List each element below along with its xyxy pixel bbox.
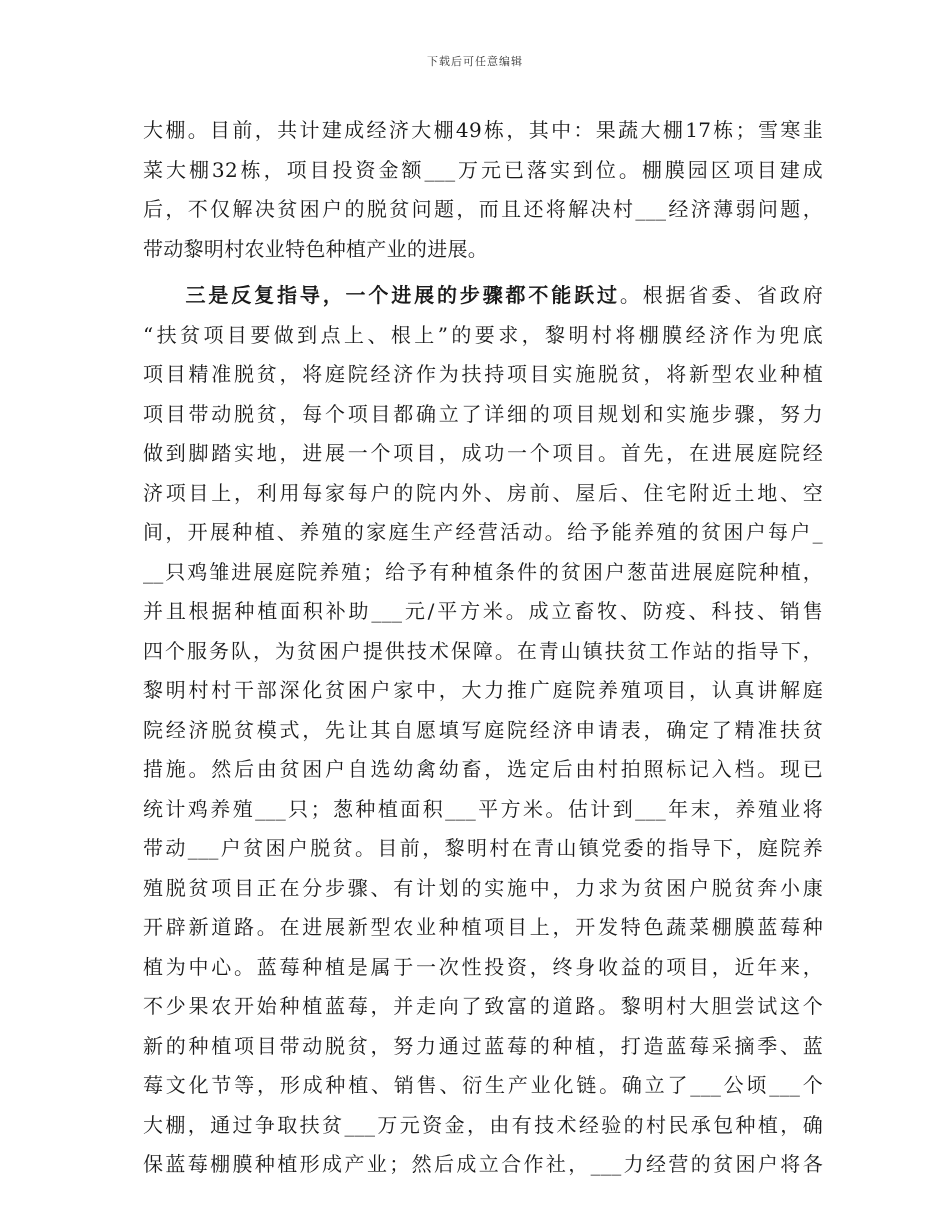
text-line: 做到脚踏实地，进展一个项目，成功一个项目。首先，在进展庭院经 [143,441,823,465]
text-line: 殖脱贫项目正在分步骤、有计划的实施中，力求为贫困户脱贫奔小康 [143,875,823,900]
text-line: “扶贫项目要做到点上、根上”的要求，黎明村将棚膜经济作为兜底 [143,322,823,347]
text-line: __只鸡雏进展庭院养殖；给予有种植条件的贫困户葱苗进展庭院种植， [143,559,823,584]
text-line: 济项目上，利用每家每户的院内外、房前、屋后、住宅附近土地、空 [143,480,823,505]
paragraph-2 [143,276,823,1185]
text-line-with-heading [143,276,823,316]
text-line: 措施。然后由贫困户自选幼禽幼畜，选定后由村拍照标记入档。现已 [143,757,823,781]
text-line: 菜大棚32栋，项目投资金额___万元已落实到位。棚膜园区项目建成 [143,157,823,182]
page-header: 下载后可任意编辑 [427,55,523,68]
text-line: 开辟新道路。在进展新型农业种植项目上，开发特色蔬菜棚膜蓝莓种 [143,915,823,939]
text-line: 保蓝莓棚膜种植形成产业；然后成立合作社，___力经营的贫困户将各 [143,1152,823,1176]
text-line: 统计鸡养殖___只；葱种植面积___平方米。估计到___年末，养殖业将 [143,796,823,821]
paragraph-1 [143,111,823,269]
text-line: 植为中心。蓝莓种植是属于一次性投资，终身收益的项目，近年来， [143,954,823,979]
text-line: 项目带动脱贫，每个项目都确立了详细的项目规划和实施步骤，努力 [143,401,823,426]
text-line-rest: 。根据省委、省政府 [619,283,823,307]
text-line: 项目精准脱贫，将庭院经济作为扶持项目实施脱贫，将新型农业种植 [143,362,823,386]
text-line: 间，开展种植、养殖的家庭生产经营活动。给予能养殖的贫困户每户_ [143,520,823,544]
text-line: 新的种植项目带动脱贫，努力通过蓝莓的种植，打造蓝莓采摘季、蓝 [143,1033,823,1058]
text-line: 后，不仅解决贫困户的脱贫问题，而且还将解决村___经济薄弱问题， [143,197,823,221]
text-line: 四个服务队，为贫困户提供技术保障。在青山镇扶贫工作站的指导下， [143,638,823,663]
text-line: 大棚。目前，共计建成经济大棚49栋，其中：果蔬大棚17栋；雪寒韭 [143,118,823,142]
text-line: 黎明村村干部深化贫困户家中，大力推广庭院养殖项目，认真讲解庭 [143,678,823,702]
text-line: 带动___户贫困户脱贫。目前，黎明村在青山镇党委的指导下，庭院养 [143,836,823,860]
text-line: 大棚，通过争取扶贫___万元资金，由有技术经验的村民承包种植，确 [143,1112,823,1137]
text-line: 院经济脱贫模式，先让其自愿填写庭院经济申请表，确定了精准扶贫 [143,717,823,742]
text-line: 带动黎明村农业特色种植产业的进展。 [143,236,489,261]
text-line: 莓文化节等，形成种植、销售、衍生产业化链。确立了___公顷___个 [143,1073,823,1097]
text-line: 不少果农开始种植蓝莓，并走向了致富的道路。黎明村大胆尝试这个 [143,994,823,1018]
document-body [143,111,823,1185]
section-heading: 三是反复指导，一个进展的步骤都不能跃过 [183,283,620,307]
text-line: 并且根据种植面积补助___元/平方米。成立畜牧、防疫、科技、销售 [143,599,823,623]
